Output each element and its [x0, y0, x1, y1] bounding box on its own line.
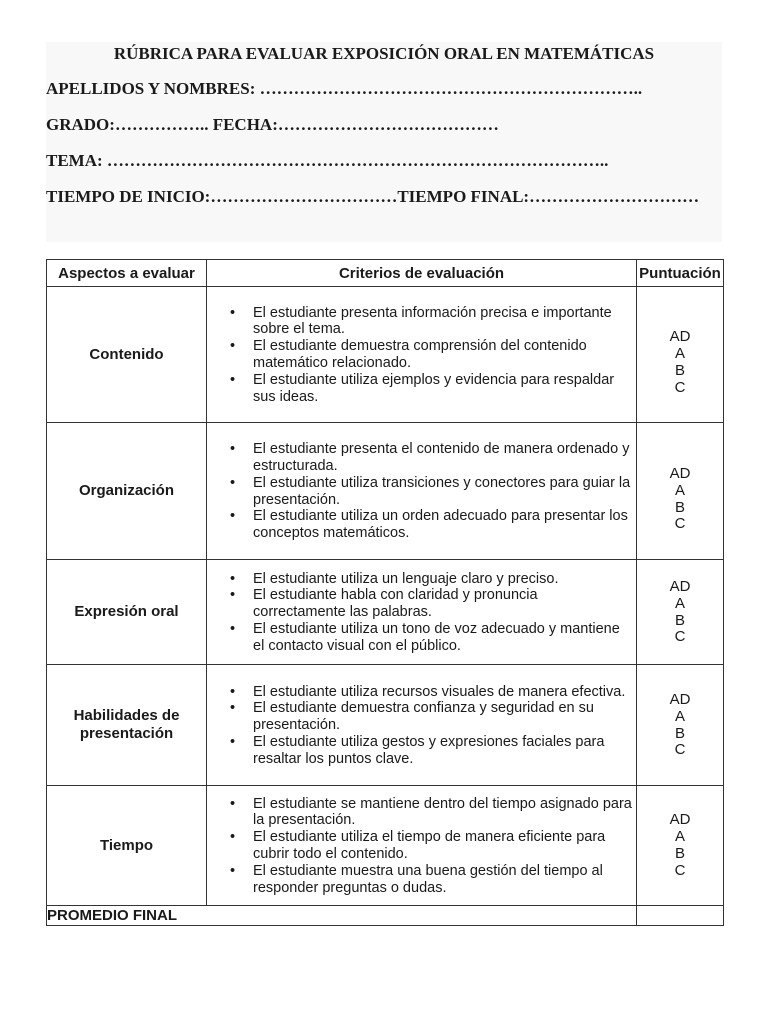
score-cell: [637, 665, 724, 786]
score-option: B: [674, 498, 685, 516]
criteria-list: [207, 795, 636, 897]
score-option: C: [674, 628, 686, 646]
criteria-item: • El estudiante utiliza transiciones y conectores para guiar la presentación.: [253, 475, 632, 509]
document-title: RÚBRICA PARA EVALUAR EXPOSICIÓN ORAL EN MATEMÁTICAS: [113, 44, 655, 63]
criteria-item: • El estudiante utiliza gestos y expresiones faciales para resaltar los puntos clave.: [253, 734, 632, 768]
rubric-table: [46, 259, 724, 926]
final-average-value: [637, 906, 724, 926]
criteria-cell: [207, 287, 637, 423]
criteria-cell: [207, 665, 637, 786]
criteria-item: • El estudiante utiliza un lenguaje claro y preciso.: [253, 571, 632, 588]
score-option: A: [674, 481, 685, 499]
aspect-cell: Habilidades de presentación: [47, 665, 207, 786]
criteria-item: • El estudiante presenta información precisa e importante sobre el tema.: [253, 305, 632, 339]
final-average-label: PROMEDIO FINAL: [47, 906, 637, 926]
final-average-row: [47, 906, 724, 926]
score-cell: [637, 786, 724, 906]
header-aspects: Aspectos a evaluar: [47, 260, 207, 287]
score-cell: [637, 423, 724, 560]
header-score: Puntuación: [637, 260, 724, 287]
score-cell: [637, 560, 724, 665]
criteria-list: [207, 570, 636, 655]
table-header-row: [47, 260, 724, 287]
criteria-item: • El estudiante presenta el contenido de manera ordenado y estructurada.: [253, 441, 632, 475]
aspect-cell: Contenido: [47, 287, 207, 423]
criteria-item: • El estudiante utiliza un orden adecuado para presentar los conceptos matemáticos.: [253, 508, 632, 542]
criteria-cell: [207, 786, 637, 906]
score-option: AD: [669, 690, 691, 708]
score-option: B: [674, 362, 685, 379]
criteria-item: • El estudiante utiliza ejemplos y evidencia para respaldar sus ideas.: [253, 372, 632, 406]
score-option: AD: [669, 464, 691, 482]
score-option: AD: [669, 328, 691, 346]
score-option: C: [674, 741, 686, 759]
criteria-item: • El estudiante utiliza recursos visuales de manera efectiva.: [253, 684, 632, 701]
score-option: B: [674, 845, 685, 862]
criteria-item: • El estudiante se mantiene dentro del tiempo asignado para la presentación.: [253, 796, 632, 830]
aspect-cell: Expresión oral: [47, 560, 207, 665]
time-field-line: TIEMPO DE INICIO:……………………………TIEMPO FINAL:…………………………: [46, 187, 700, 206]
criteria-cell: [207, 560, 637, 665]
table-row: [47, 786, 724, 906]
score-option: AD: [669, 811, 691, 829]
score-option: C: [674, 861, 686, 879]
score-option: A: [674, 594, 685, 612]
score-option: A: [674, 828, 685, 846]
score-cell: [637, 287, 724, 423]
criteria-list: [207, 304, 636, 406]
aspect-cell: Tiempo: [47, 786, 207, 906]
score-option: C: [674, 515, 686, 533]
topic-field-line: TEMA: ……………………………………………………………………………..: [46, 151, 609, 170]
criteria-item: • El estudiante habla con claridad y pronuncia correctamente las palabras.: [253, 587, 632, 621]
table-row: [47, 287, 724, 423]
header-criteria: Criterios de evaluación: [207, 260, 637, 287]
grade-date-field-line: GRADO:…………….. FECHA:…………………………………: [46, 115, 499, 134]
criteria-list: [207, 683, 636, 768]
student-info-header: [46, 42, 722, 242]
criteria-item: • El estudiante demuestra comprensión del contenido matemático relacionado.: [253, 338, 632, 372]
aspect-cell: Organización: [47, 423, 207, 560]
criteria-cell: [207, 423, 637, 560]
criteria-item: • El estudiante demuestra confianza y seguridad en su presentación.: [253, 700, 632, 734]
score-option: C: [674, 378, 686, 396]
score-option: A: [674, 707, 685, 725]
table-row: [47, 665, 724, 786]
score-option: AD: [669, 577, 691, 595]
score-option: A: [674, 345, 685, 363]
criteria-item: • El estudiante muestra una buena gestión del tiempo al responder preguntas o dudas.: [253, 863, 632, 897]
table-row: [47, 560, 724, 665]
criteria-list: [207, 440, 636, 542]
score-option: B: [674, 724, 685, 742]
criteria-item: • El estudiante utiliza un tono de voz adecuado y mantiene el contacto visual con el público.: [253, 621, 632, 655]
score-option: B: [674, 611, 685, 629]
table-row: [47, 423, 724, 560]
criteria-item: • El estudiante utiliza el tiempo de manera eficiente para cubrir todo el contenido.: [253, 829, 632, 863]
name-field-line: APELLIDOS Y NOMBRES: …………………………………………………………..: [46, 79, 643, 98]
